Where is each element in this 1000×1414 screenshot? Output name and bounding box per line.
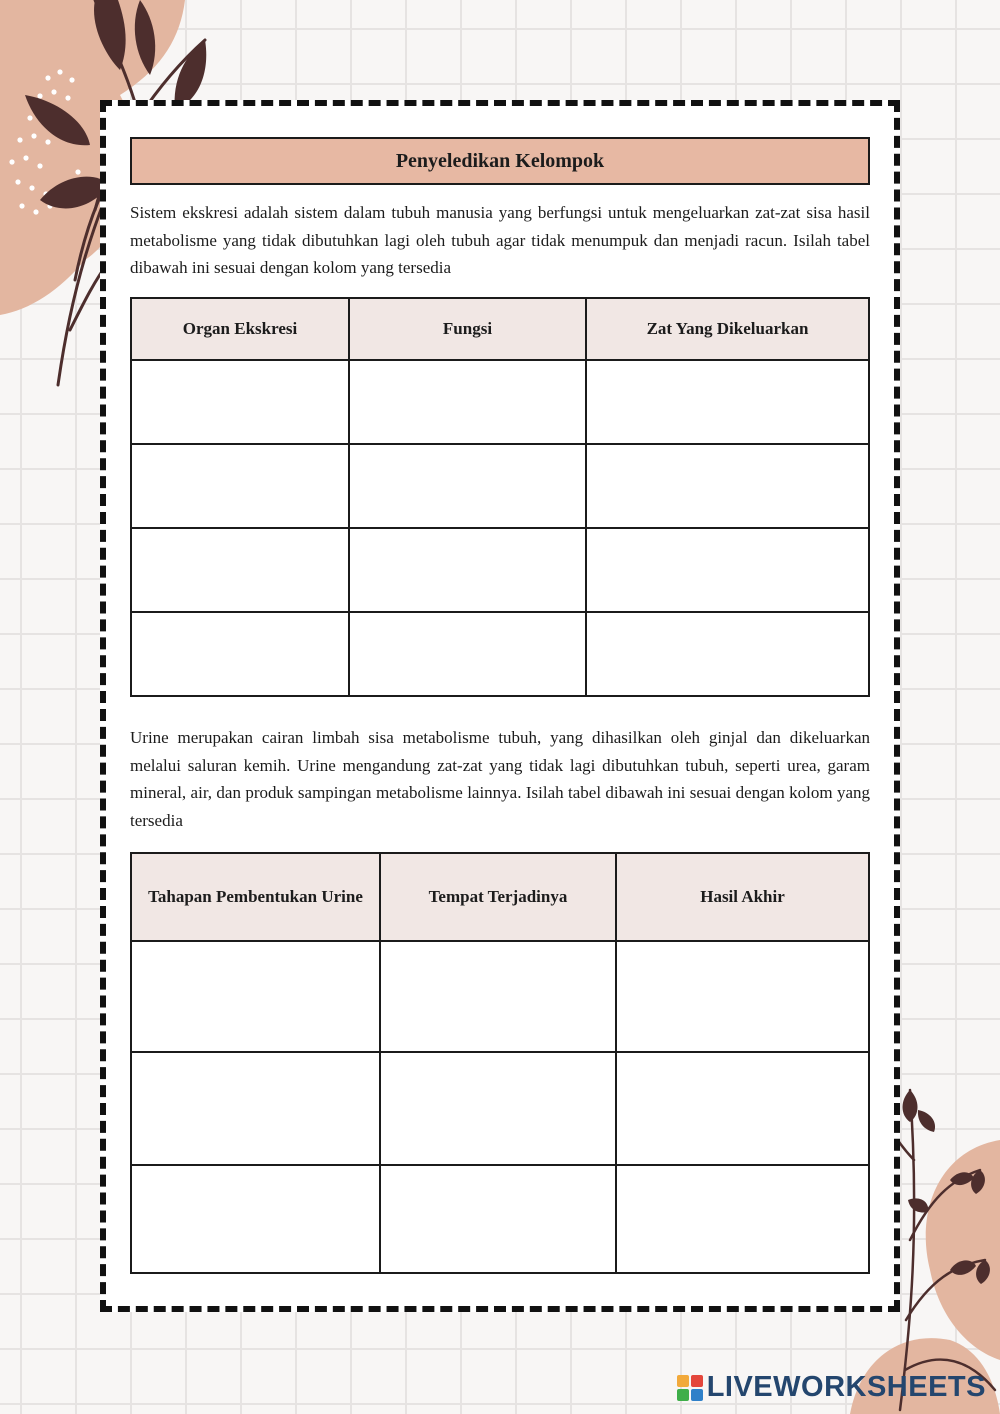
answer-cell[interactable] <box>131 1052 380 1165</box>
table-row <box>131 528 869 612</box>
answer-cell[interactable] <box>349 444 586 528</box>
table-row <box>131 1165 869 1273</box>
urine-paragraph: Urine merupakan cairan limbah sisa metabolisme tubuh, yang dihasilkan oleh ginjal dan dikeluarkan melalui saluran kemih. Urine mengandung zat-zat yang tidak lagi dibutuhkan tubuh, seperti urea, garam mineral, air, dan produk sampingan metabolisme lainnya. Isilah tabel dibawah ini sesuai dengan kolom yang tersedia <box>130 728 870 830</box>
column-header-location: Tempat Terjadinya <box>380 853 616 941</box>
answer-cell[interactable] <box>131 360 349 444</box>
answer-cell[interactable] <box>131 1165 380 1273</box>
answer-cell[interactable] <box>586 528 869 612</box>
answer-cell[interactable] <box>349 360 586 444</box>
excretory-organs-table <box>130 297 870 697</box>
answer-cell[interactable] <box>131 444 349 528</box>
answer-cell[interactable] <box>586 612 869 696</box>
liveworksheets-branding[interactable] <box>677 1371 986 1404</box>
urine-formation-table <box>130 852 870 1274</box>
column-header-organ: Organ Ekskresi <box>131 298 349 360</box>
answer-cell[interactable] <box>616 941 869 1052</box>
answer-cell[interactable] <box>380 1052 616 1165</box>
answer-cell[interactable] <box>131 528 349 612</box>
column-header-formation-stage: Tahapan Pembentukan Urine <box>131 853 380 941</box>
table-row <box>131 444 869 528</box>
answer-cell[interactable] <box>131 941 380 1052</box>
table-row <box>131 1052 869 1165</box>
table-row <box>131 612 869 696</box>
column-header-function: Fungsi <box>349 298 586 360</box>
answer-cell[interactable] <box>349 528 586 612</box>
table-row <box>131 941 869 1052</box>
liveworksheets-logo-icon <box>677 1375 703 1401</box>
column-header-final-result: Hasil Akhir <box>616 853 869 941</box>
answer-cell[interactable] <box>131 612 349 696</box>
intro-paragraph: Sistem ekskresi adalah sistem dalam tubuh manusia yang berfungsi untuk mengeluarkan zat-zat sisa hasil metabolisme yang tidak dibutuhkan lagi oleh tubuh agar tidak menumpuk dan menjadi racun. Isilah tabel dibawah ini sesuai dengan kolom yang tersedia <box>130 203 870 277</box>
answer-cell[interactable] <box>586 444 869 528</box>
answer-cell[interactable] <box>349 612 586 696</box>
answer-cell[interactable] <box>380 941 616 1052</box>
column-header-excreted-substance: Zat Yang Dikeluarkan <box>586 298 869 360</box>
answer-cell[interactable] <box>616 1165 869 1273</box>
worksheet-card <box>100 100 900 1312</box>
answer-cell[interactable] <box>380 1165 616 1273</box>
answer-cell[interactable] <box>586 360 869 444</box>
worksheet-title: Penyeledikan Kelompok <box>130 137 870 185</box>
table-header-row <box>131 298 869 360</box>
answer-cell[interactable] <box>616 1052 869 1165</box>
brand-name: LIVEWORKSHEETS <box>706 1371 986 1403</box>
table-header-row <box>131 853 869 941</box>
table-row <box>131 360 869 444</box>
